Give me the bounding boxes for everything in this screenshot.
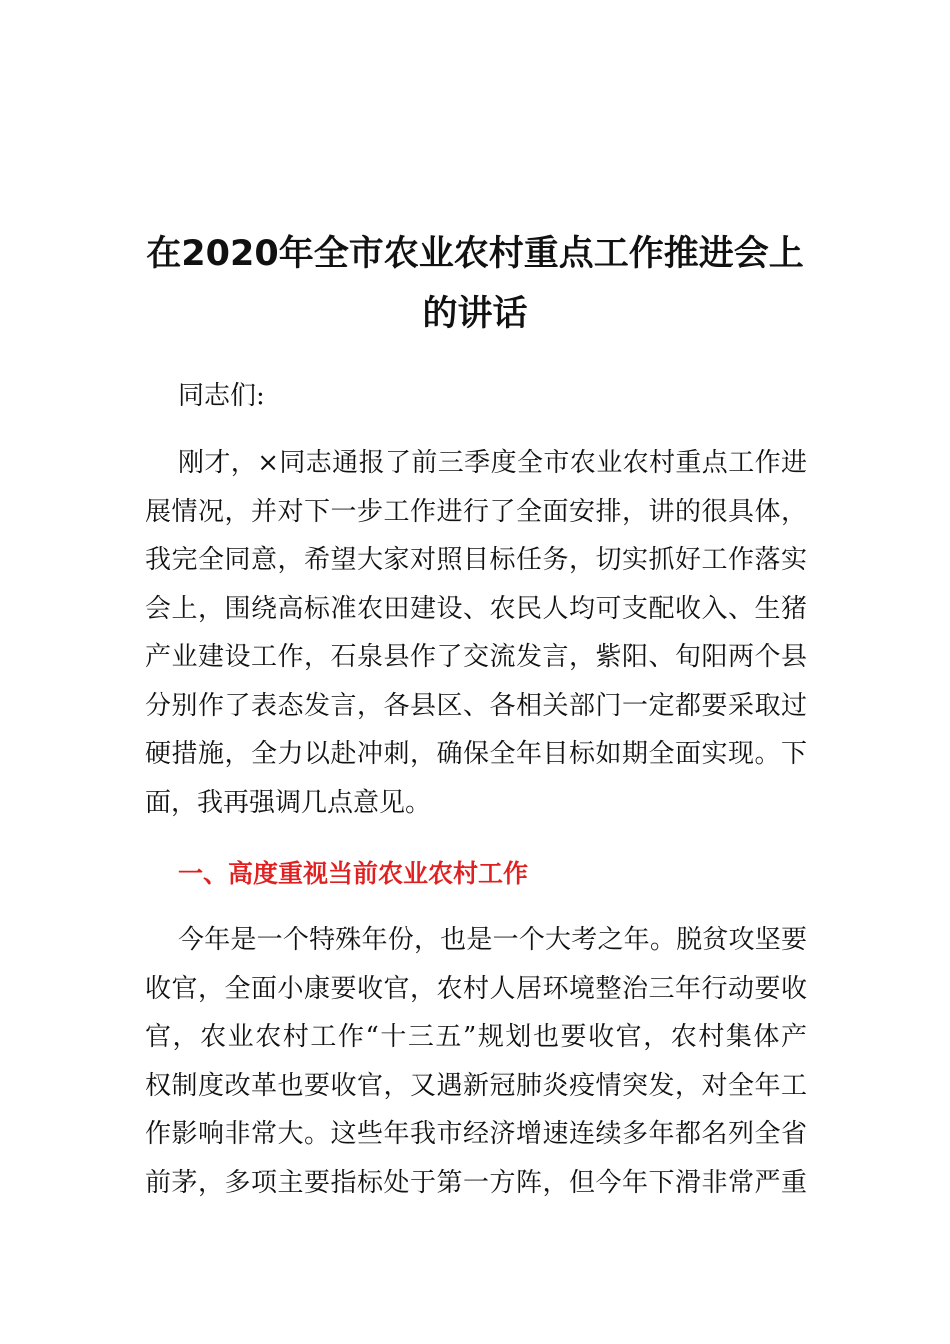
- paragraph-2-line: 今年是一个特殊年份，也是一个大考之年。脱贫攻坚要: [178, 925, 807, 955]
- paragraph-2-line: 权制度改革也要收官，又遇新冠肺炎疫情突发，对全年工: [145, 1070, 807, 1101]
- paragraph-1-line: 面，我再强调几点意见。: [145, 787, 432, 818]
- paragraph-2-line: 作影响非常大。这些年我市经济增速连续多年都名列全省: [145, 1119, 807, 1149]
- paragraph-2-line: 官，农业农村工作“十三五”规划也要收官，农村集体产: [145, 1022, 807, 1052]
- paragraph-1: [145, 439, 807, 827]
- paragraph-2-line: 前茅，多项主要指标处于第一方阵，但今年下滑非常严重: [145, 1167, 807, 1198]
- paragraph-2-line: 收官，全面小康要收官，农村人居环境整治三年行动要收: [145, 973, 807, 1004]
- section-1-heading: 一、高度重视当前农业农村工作: [178, 859, 529, 888]
- paragraph-1-line: 展情况，并对下一步工作进行了全面安排，讲的很具体，: [145, 496, 807, 527]
- paragraph-1-line: 硬措施，全力以赴冲刺，确保全年目标如期全面实现。下: [145, 739, 807, 769]
- paragraph-1-line: 分别作了表态发言，各县区、各相关部门一定都要采取过: [145, 690, 807, 721]
- paragraph-1-line: 会上，围绕高标准农田建设、农民人均可支配收入、生猪: [145, 593, 807, 624]
- paragraph-1-line: 产业建设工作，石泉县作了交流发言，紫阳、旬阳两个县: [145, 642, 807, 672]
- paragraph-2: [145, 916, 807, 1207]
- paragraph-1-line: 刚才，×同志通报了前三季度全市农业农村重点工作进: [178, 448, 807, 478]
- salutation: 同志们:: [178, 381, 265, 411]
- document-title-line1: 在2020年全市农业农村重点工作推进会上: [146, 234, 804, 274]
- paragraph-1-line: 我完全同意，希望大家对照目标任务，切实抓好工作落实: [145, 545, 807, 575]
- document-title-line2: 的讲话: [422, 294, 528, 334]
